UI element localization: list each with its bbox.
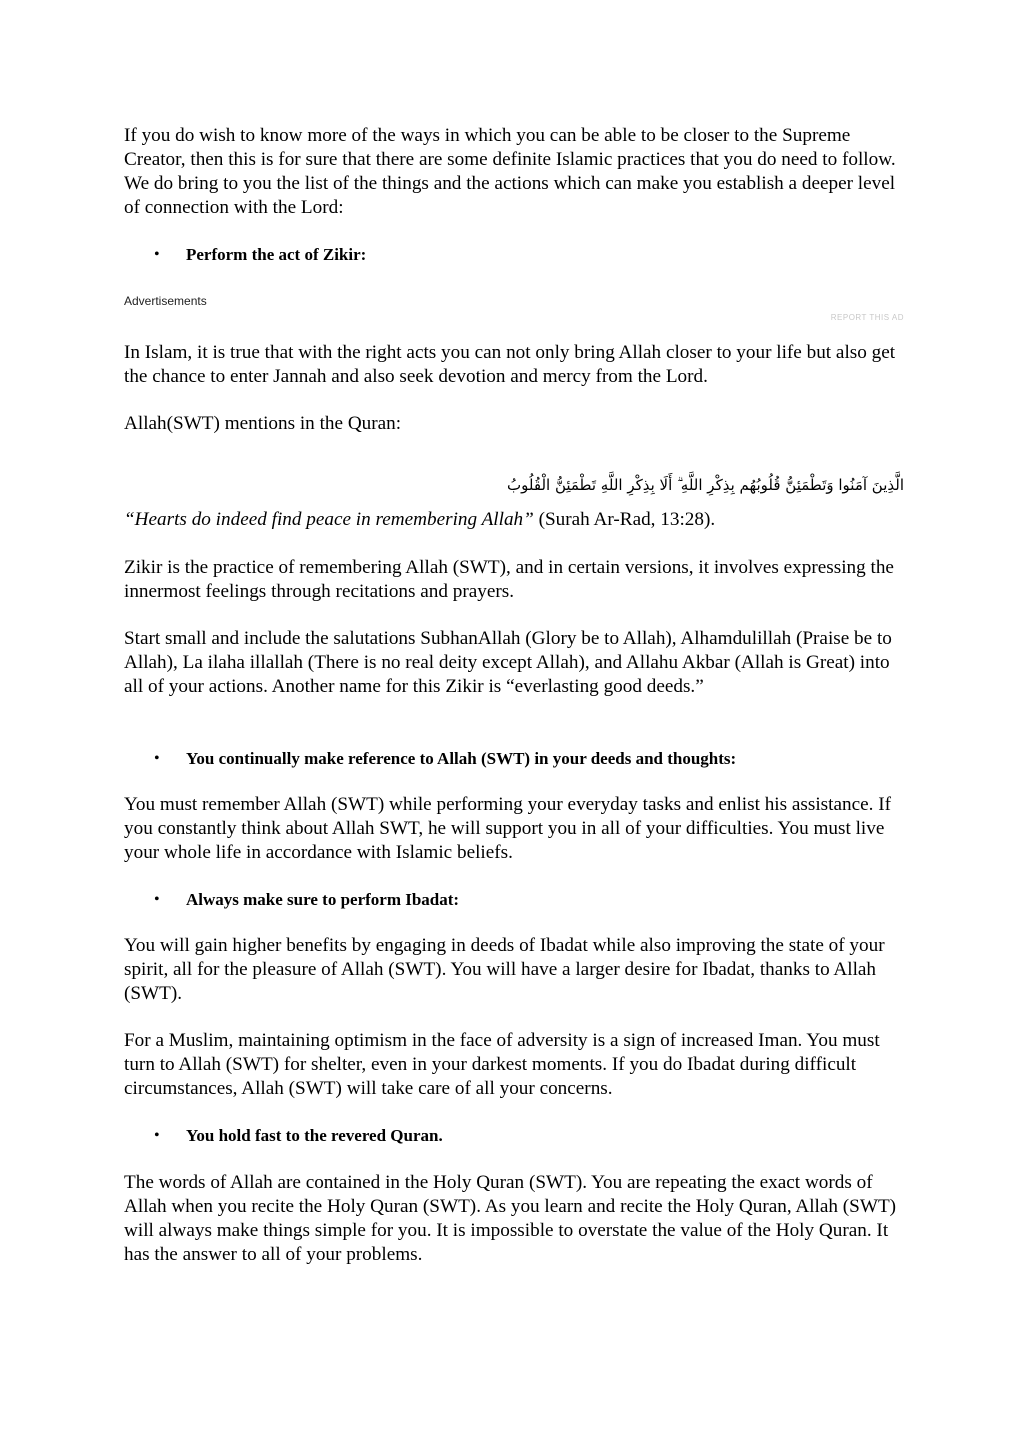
quran-mention-paragraph: Allah(SWT) mentions in the Quran:	[124, 413, 402, 434]
islam-paragraph: In Islam, it is true that with the right acts you can not only bring Allah closer to your life but also get the chance to enter Jannah and also seek devotion and mercy from the Lord.	[124, 342, 896, 387]
bullet-heading-ibadat: Always make sure to perform Ibadat:	[186, 890, 460, 909]
intro-paragraph: If you do wish to know more of the ways in which you can be able to be closer to the Supreme Creator, then this is for sure that there are some definite Islamic practices that you do need to follow. We do bring to you the list of the things and the actions which can make you establish a deeper level of connection with the Lord:	[124, 125, 896, 218]
bullet-dot: •	[154, 246, 160, 263]
verse-reference: (Surah Ar-Rad, 13:28).	[533, 509, 716, 530]
optimism-paragraph: For a Muslim, maintaining optimism in the face of adversity is a sign of increased Iman. You must turn to Allah (SWT) for shelter, even in your darkest moments. If you do Ibadat during difficult circumstances, Allah (SWT) will take care of all your concerns.	[124, 1030, 880, 1099]
bullet-heading-zikir: Perform the act of Zikir:	[186, 245, 367, 264]
verse-quote: “Hearts do indeed find peace in remembering Allah”	[124, 509, 534, 530]
bullet-dot: •	[154, 750, 160, 767]
quran-paragraph: The words of Allah are contained in the Holy Quran (SWT). You are repeating the exact words of Allah when you recite the Holy Quran (SWT). As you learn and recite the Holy Quran, Allah (SWT) will always make things simple for you. It is impossible to overstate the value of the Holy Quran. It has the answer to all of your problems.	[124, 1172, 897, 1265]
advertisements-label: Advertisements	[124, 294, 207, 308]
bullet-heading-quran: You hold fast to the revered Quran.	[186, 1126, 443, 1145]
report-ad-link[interactable]: REPORT THIS AD	[830, 313, 904, 322]
zikir-definition-paragraph: Zikir is the practice of remembering Allah (SWT), and in certain versions, it involves expressing the innermost feelings through recitations and prayers.	[124, 557, 894, 602]
bullet-dot: •	[154, 891, 160, 908]
bullet-heading-reference: You continually make reference to Allah (SWT) in your deeds and thoughts:	[186, 749, 737, 768]
arabic-verse: الَّذِينَ آمَنُوا وَتَطْمَئِنُّ قُلُوبُهُم بِذِكْرِ اللَّهِ ۗ أَلَا بِذِكْرِ اللَّهِ تَطْمَئِنُّ الْقُلُوبُ	[507, 476, 904, 494]
bullet-dot: •	[154, 1127, 160, 1144]
start-small-paragraph: Start small and include the salutations SubhanAllah (Glory be to Allah), Alhamdulillah (Praise be to Allah), La ilaha illallah (There is no real deity except Allah), and Allahu Akbar (Allah is Great) into all of your actions. Another name for this Zikir is “everlasting good deeds.”	[124, 628, 892, 697]
remember-paragraph: You must remember Allah (SWT) while performing your everyday tasks and enlist his assistance. If you constantly think about Allah SWT, he will support you in all of your difficulties. You must live your whole life in accordance with Islamic beliefs.	[124, 794, 891, 863]
ibadat-paragraph: You will gain higher benefits by engaging in deeds of Ibadat while also improving the state of your spirit, all for the pleasure of Allah (SWT). You will have a larger desire for Ibadat, thanks to Allah (SWT).	[124, 935, 885, 1004]
verse-translation	[124, 508, 904, 532]
